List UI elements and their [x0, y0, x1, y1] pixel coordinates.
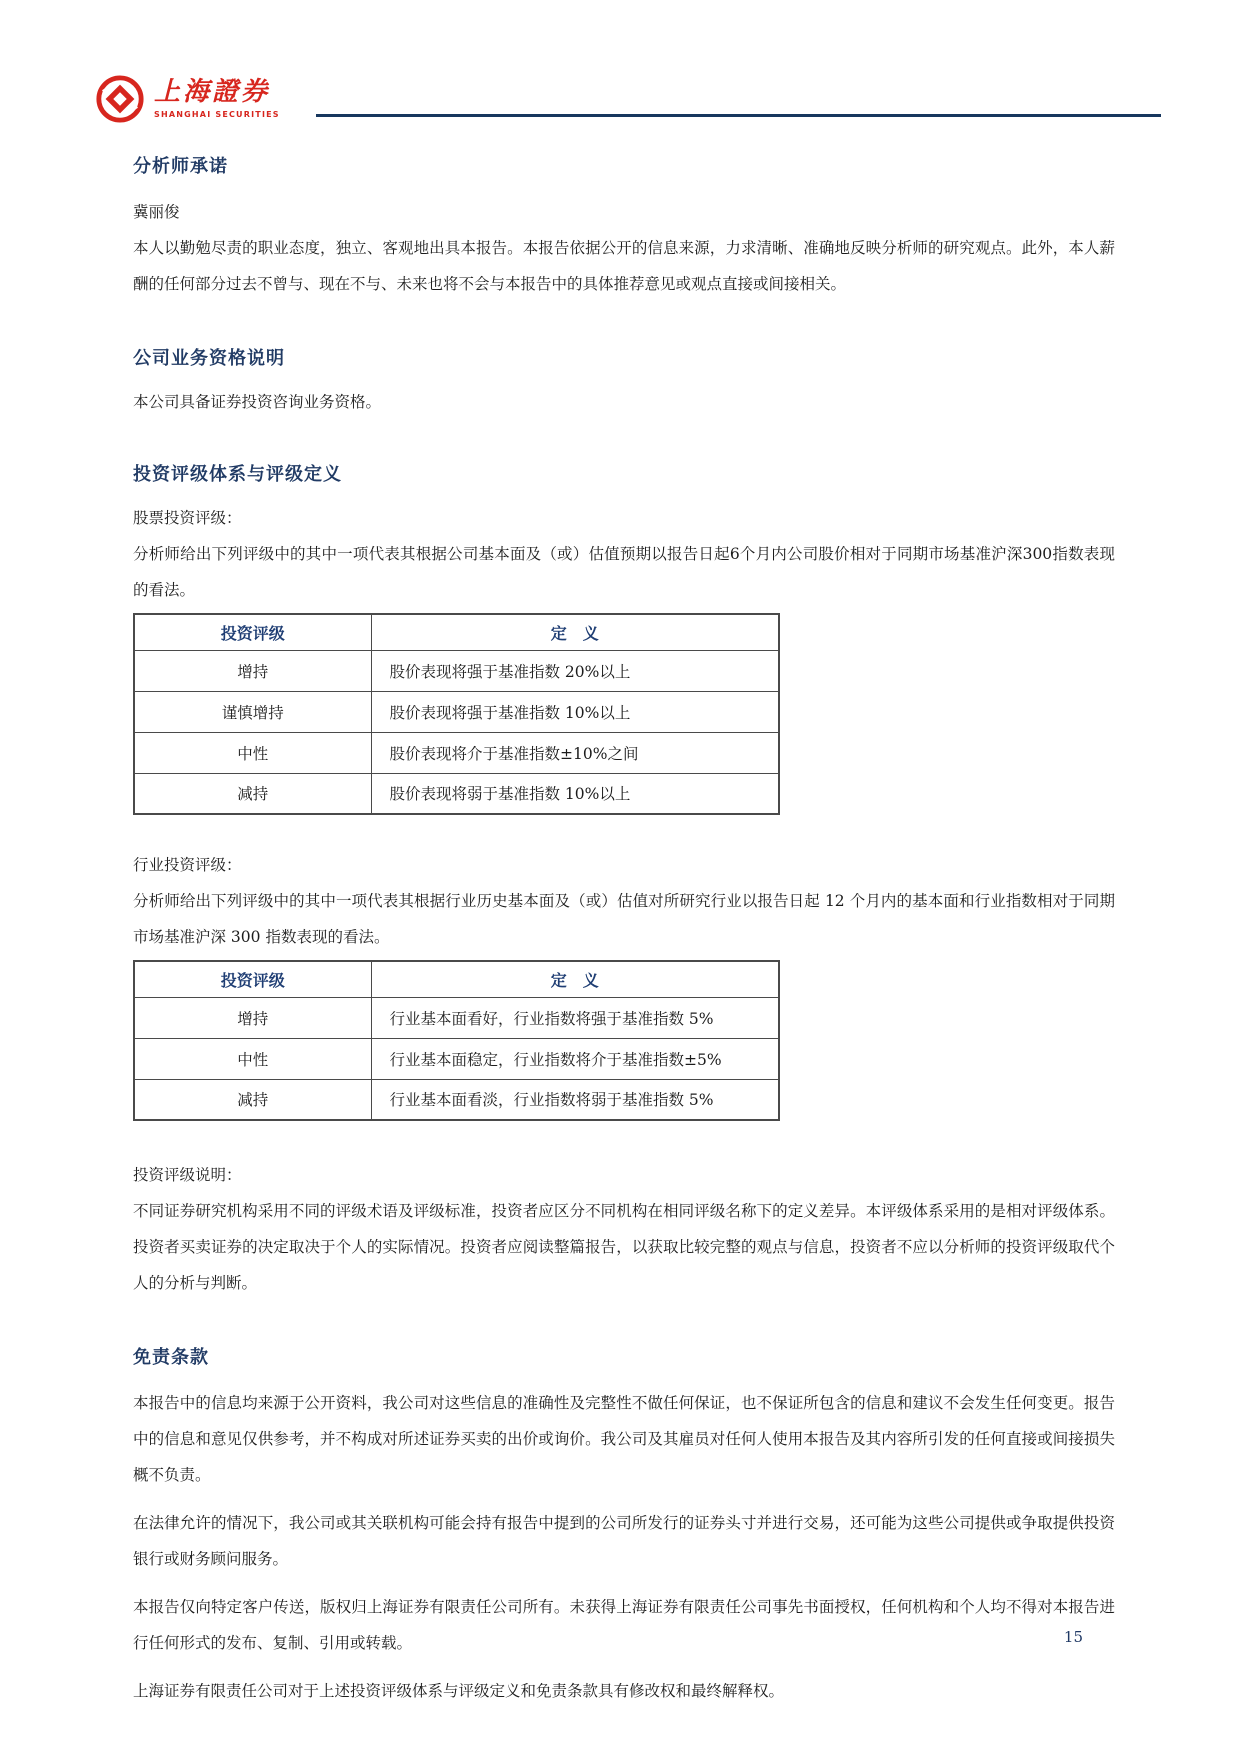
rating-cell: 中性 — [134, 1038, 371, 1079]
rating-note-text: 不同证券研究机构采用不同的评级术语及评级标准，投资者应区分不同机构在相同评级名称下的定义差异。本评级体系采用的是相对评级体系。投资者买卖证券的决定取决于个人的实际情况。投资者应阅读整篇报告，以获取比较完整的观点与信息，投资者不应以分析师的投资评级取代个人的分析与判断。 — [133, 1202, 1115, 1292]
disclaimer-title: 免责条款 — [133, 1347, 209, 1368]
rating-column-header: 投资评级 — [134, 614, 371, 650]
industry-rating-table-head — [134, 961, 779, 997]
analyst-commitment-text: 本人以勤勉尽责的职业态度，独立、客观地出具本报告。本报告依据公开的信息来源，力求清晰、准确地反映分析师的研究观点。此外，本人薪酬的任何部分过去不曾与、现在不与、未来也将不会与本报告中的具体推荐意见或观点直接或间接相关。 — [133, 239, 1115, 293]
analyst-commitment-title: 分析师承诺 — [133, 156, 228, 177]
logo-text — [154, 79, 280, 118]
industry-rating-table — [133, 960, 780, 1121]
page-header — [0, 0, 1241, 124]
brand-name-chinese: 上海證券 — [154, 77, 271, 108]
definition-cell: 行业基本面看淡，行业指数将弱于基准指数 5% — [371, 1079, 779, 1120]
rating-cell: 减持 — [134, 1079, 371, 1120]
table-row — [134, 691, 779, 732]
table-row — [134, 997, 779, 1038]
table-header-row — [134, 961, 779, 997]
rating-cell: 增持 — [134, 997, 371, 1038]
table-header-row — [134, 614, 779, 650]
disclaimer-paragraph: 本报告仅向特定客户传送，版权归上海证券有限责任公司所有。未获得上海证券有限责任公司事先书面授权，任何机构和个人均不得对本报告进行任何形式的发布、复制、引用或转载。 — [133, 1598, 1115, 1652]
rating-system-title: 投资评级体系与评级定义 — [133, 464, 342, 485]
industry-rating-label: 行业投资评级： — [133, 856, 242, 874]
page-content — [0, 152, 1241, 1709]
analyst-name: 冀丽俊 — [133, 203, 180, 221]
table-row — [134, 1038, 779, 1079]
table-row — [134, 732, 779, 773]
brand-name-english: SHANGHAI SECURITIES — [154, 109, 280, 119]
stock-rating-description: 分析师给出下列评级中的其中一项代表其根据公司基本面及（或）估值预期以报告日起6个月内公司股价相对于同期市场基准沪深300指数表现的看法。 — [133, 545, 1115, 599]
industry-rating-table-body — [134, 997, 779, 1120]
rating-note-label: 投资评级说明： — [133, 1166, 242, 1184]
table-row — [134, 773, 779, 814]
rating-column-header: 投资评级 — [134, 961, 371, 997]
table-row — [134, 1079, 779, 1120]
industry-rating-description: 分析师给出下列评级中的其中一项代表其根据行业历史基本面及（或）估值对所研究行业以报告日起 12 个月内的基本面和行业指数相对于同期市场基准沪深 300 指数表现的看法。 — [133, 892, 1115, 946]
table-row — [134, 650, 779, 691]
definition-cell: 股价表现将强于基准指数 10%以上 — [371, 691, 779, 732]
page-number: 15 — [1063, 1628, 1083, 1646]
definition-cell: 股价表现将强于基准指数 20%以上 — [371, 650, 779, 691]
definition-cell: 股价表现将介于基准指数±10%之间 — [371, 732, 779, 773]
stock-rating-table-body — [134, 650, 779, 814]
disclaimer-paragraph: 在法律允许的情况下，我公司或其关联机构可能会持有报告中提到的公司所发行的证券头寸并进行交易，还可能为这些公司提供或争取提供投资银行或财务顾问服务。 — [133, 1514, 1115, 1568]
stock-rating-table — [133, 613, 780, 815]
definition-column-header: 定 义 — [371, 614, 779, 650]
stock-rating-label: 股票投资评级： — [133, 509, 242, 527]
rating-cell: 增持 — [134, 650, 371, 691]
company-qualification-text: 本公司具备证券投资咨询业务资格。 — [133, 393, 382, 411]
shanghai-securities-logo-icon — [95, 74, 145, 124]
company-logo — [95, 74, 280, 124]
rating-cell: 谨慎增持 — [134, 691, 371, 732]
disclaimer-paragraph: 上海证券有限责任公司对于上述投资评级体系与评级定义和免责条款具有修改权和最终解释权。 — [133, 1682, 785, 1700]
definition-cell: 股价表现将弱于基准指数 10%以上 — [371, 773, 779, 814]
definition-cell: 行业基本面看好，行业指数将强于基准指数 5% — [371, 997, 779, 1038]
definition-column-header: 定 义 — [371, 961, 779, 997]
header-divider-line — [316, 114, 1161, 117]
stock-rating-table-head — [134, 614, 779, 650]
rating-cell: 中性 — [134, 732, 371, 773]
definition-cell: 行业基本面稳定，行业指数将介于基准指数±5% — [371, 1038, 779, 1079]
company-qualification-title: 公司业务资格说明 — [133, 348, 285, 369]
disclaimer-paragraph: 本报告中的信息均来源于公开资料，我公司对这些信息的准确性及完整性不做任何保证，也不保证所包含的信息和建议不会发生任何变更。报告中的信息和意见仅供参考，并不构成对所述证券买卖的出价或询价。我公司及其雇员对任何人使用本报告及其内容所引发的任何直接或间接损失概不负责。 — [133, 1394, 1115, 1484]
rating-cell: 减持 — [134, 773, 371, 814]
